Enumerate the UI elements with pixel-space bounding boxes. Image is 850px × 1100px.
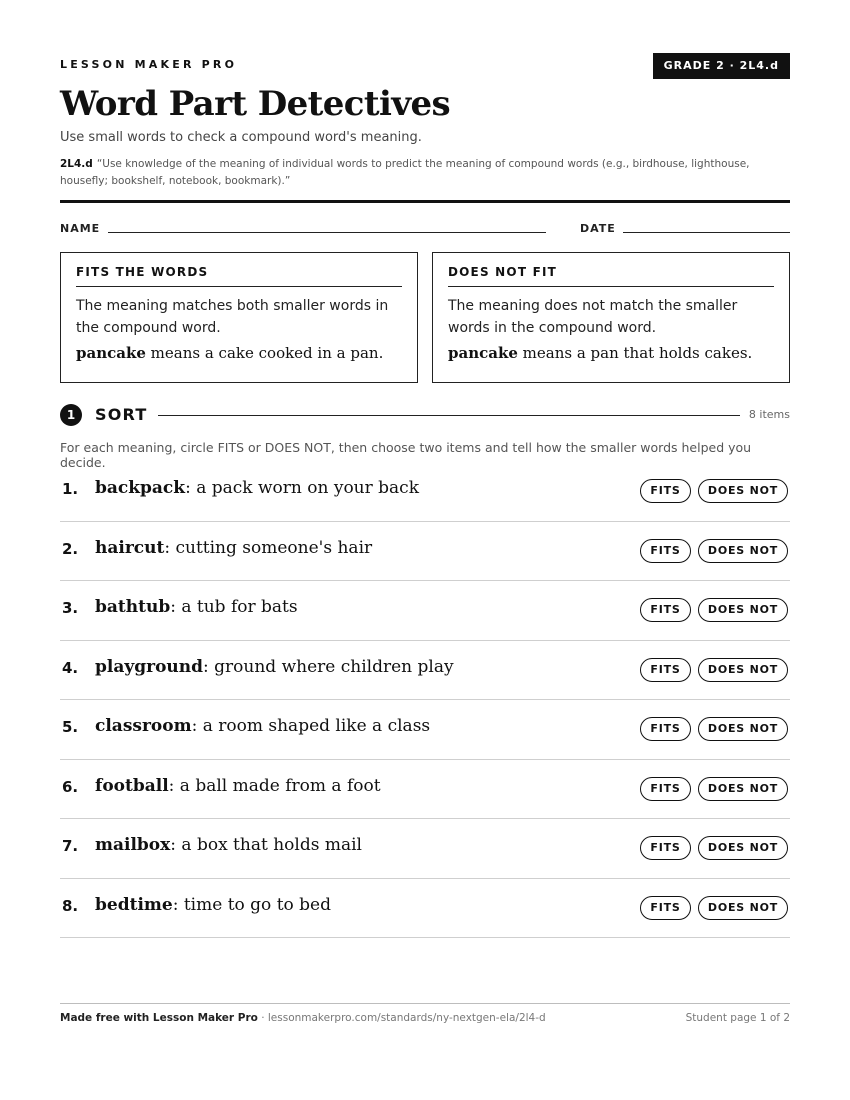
sort-item bbox=[60, 700, 790, 760]
page-subtitle: Use small words to check a compound word's meaning. bbox=[60, 130, 422, 145]
fits-box-example bbox=[76, 344, 402, 362]
standard-text: “Use knowledge of the meaning of individual words to predict the meaning of compound words (e.g., birdhouse, lighthouse, housefly; bookshelf, notebook, bookmark).” bbox=[60, 158, 750, 187]
item-number: 1. bbox=[62, 480, 79, 498]
sort-item bbox=[60, 819, 790, 879]
not-fit-example-box bbox=[432, 252, 790, 383]
item-number: 3. bbox=[62, 599, 79, 617]
does-not-choice-button[interactable]: DOES NOT bbox=[698, 896, 788, 920]
not-fit-example-word: pancake bbox=[448, 344, 518, 362]
fits-choice-button[interactable]: FITS bbox=[640, 777, 691, 801]
compound-word: bathtub bbox=[95, 597, 171, 617]
item-number: 2. bbox=[62, 539, 79, 558]
compound-word: haircut bbox=[95, 537, 165, 558]
item-meaning: : ground where children play bbox=[203, 656, 454, 677]
item-number: 7. bbox=[62, 837, 79, 855]
worksheet-page bbox=[60, 0, 790, 1100]
fits-choice-button[interactable]: FITS bbox=[640, 598, 691, 622]
does-not-choice-button[interactable]: DOES NOT bbox=[698, 658, 788, 682]
item-text bbox=[95, 835, 362, 855]
grade-badge: GRADE 2 · 2L4.d bbox=[653, 53, 790, 79]
fits-box-heading: FITS THE WORDS bbox=[76, 265, 402, 287]
footer-page-number: Student page 1 of 2 bbox=[685, 1012, 790, 1024]
not-fit-box-example bbox=[448, 344, 774, 362]
does-not-choice-button[interactable]: DOES NOT bbox=[698, 479, 788, 503]
fits-example-word: pancake bbox=[76, 344, 146, 362]
footer-credit: Made free with Lesson Maker Pro bbox=[60, 1012, 258, 1024]
page-title: Word Part Detectives bbox=[60, 84, 451, 124]
item-text bbox=[95, 538, 372, 558]
section-title: SORT bbox=[95, 405, 148, 424]
compound-word: backpack bbox=[95, 478, 186, 498]
compound-word: classroom bbox=[95, 716, 192, 736]
does-not-choice-button[interactable]: DOES NOT bbox=[698, 598, 788, 622]
does-not-choice-button[interactable]: DOES NOT bbox=[698, 777, 788, 801]
sort-item bbox=[60, 522, 790, 582]
standard-code: 2L4.d bbox=[60, 158, 93, 170]
item-number: 6. bbox=[62, 777, 79, 796]
not-fit-box-description: The meaning does not match the smaller words in the compound word. bbox=[448, 298, 738, 336]
item-number: 4. bbox=[62, 658, 79, 677]
section-number-badge: 1 bbox=[60, 404, 82, 426]
item-meaning: : a room shaped like a class bbox=[191, 716, 431, 736]
sort-item bbox=[60, 462, 790, 522]
does-not-choice-button[interactable]: DOES NOT bbox=[698, 717, 788, 741]
name-field[interactable] bbox=[108, 232, 546, 233]
date-label: DATE bbox=[580, 222, 616, 235]
sort-item-list bbox=[60, 462, 790, 938]
header-divider bbox=[60, 200, 790, 203]
fits-box-description: The meaning matches both smaller words in the compound word. bbox=[76, 298, 389, 336]
item-meaning: : a box that holds mail bbox=[170, 835, 362, 855]
name-date-row bbox=[60, 222, 790, 236]
fits-choice-button[interactable]: FITS bbox=[640, 658, 691, 682]
item-meaning: : a tub for bats bbox=[170, 597, 298, 617]
sort-item bbox=[60, 760, 790, 820]
fits-choice-button[interactable]: FITS bbox=[640, 717, 691, 741]
page-footer bbox=[60, 1012, 790, 1024]
item-meaning: : a pack worn on your back bbox=[185, 478, 420, 498]
fits-example-meaning: means a cake cooked in a pan. bbox=[145, 344, 384, 362]
does-not-choice-button[interactable]: DOES NOT bbox=[698, 539, 788, 563]
fits-example-box bbox=[60, 252, 418, 383]
item-text bbox=[95, 716, 430, 736]
sort-item bbox=[60, 641, 790, 701]
section-header-sort bbox=[60, 404, 790, 426]
compound-word: mailbox bbox=[95, 835, 171, 855]
standard-description bbox=[60, 156, 790, 190]
item-text bbox=[95, 776, 381, 796]
name-label: NAME bbox=[60, 222, 101, 235]
section-instructions: For each meaning, circle FITS or DOES NOT, then choose two items and tell how the smaller words helped you decide. bbox=[60, 440, 752, 470]
item-text bbox=[95, 597, 298, 617]
item-meaning: : cutting someone's hair bbox=[164, 537, 373, 558]
item-number: 5. bbox=[62, 718, 79, 736]
item-text bbox=[95, 657, 454, 677]
item-text bbox=[95, 478, 419, 498]
not-fit-box-heading: DOES NOT FIT bbox=[448, 265, 774, 287]
compound-word: football bbox=[95, 775, 169, 796]
does-not-choice-button[interactable]: DOES NOT bbox=[698, 836, 788, 860]
fits-choice-button[interactable]: FITS bbox=[640, 836, 691, 860]
section-divider bbox=[158, 415, 740, 416]
fits-choice-button[interactable]: FITS bbox=[640, 539, 691, 563]
sort-item bbox=[60, 879, 790, 939]
item-meaning: : a ball made from a foot bbox=[168, 775, 381, 796]
item-number: 8. bbox=[62, 896, 79, 915]
footer-url[interactable]: · lessonmakerpro.com/standards/ny-nextgen-ela/2l4-d bbox=[257, 1012, 546, 1024]
date-field[interactable] bbox=[623, 232, 790, 233]
fits-choice-button[interactable]: FITS bbox=[640, 896, 691, 920]
item-meaning: : time to go to bed bbox=[172, 894, 331, 915]
compound-word: bedtime bbox=[95, 894, 173, 915]
not-fit-example-meaning: means a pan that holds cakes. bbox=[517, 344, 753, 362]
fits-choice-button[interactable]: FITS bbox=[640, 479, 691, 503]
footer-divider bbox=[60, 1003, 790, 1004]
sort-item bbox=[60, 581, 790, 641]
compound-word: playground bbox=[95, 656, 204, 677]
item-text bbox=[95, 895, 331, 915]
brand-name: LESSON MAKER PRO bbox=[60, 58, 238, 71]
section-item-count: 8 items bbox=[748, 408, 790, 421]
